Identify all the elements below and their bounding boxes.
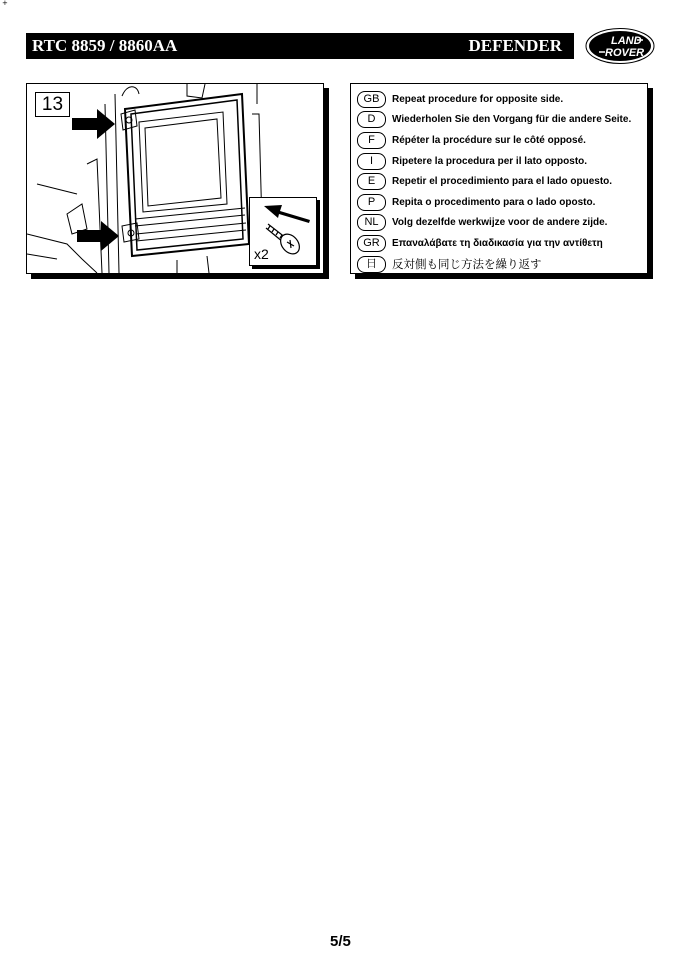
instruction-row-e <box>357 171 647 192</box>
step-illustration-panel <box>26 83 324 274</box>
instruction-row-jp <box>357 254 647 275</box>
model-name: DEFENDER <box>468 36 562 55</box>
instruction-row-f <box>357 130 647 151</box>
language-code: P <box>357 194 386 211</box>
instruction-text: Repita o procedimento para o lado oposto. <box>392 196 596 208</box>
language-code: GR <box>357 235 386 252</box>
instruction-text: Répéter la procédure sur le côté opposé. <box>392 134 586 146</box>
instruction-text: Volg dezelfde werkwijze voor de andere zijde. <box>392 217 608 229</box>
language-code: E <box>357 173 386 190</box>
fastener-inset <box>249 197 317 266</box>
header-bar <box>26 33 574 59</box>
quantity-label: x2 <box>254 246 269 262</box>
language-code: NL <box>357 214 386 231</box>
instruction-text: Wiederholen Sie den Vorgang für die andere Seite. <box>392 114 632 126</box>
language-code: 日 <box>357 256 386 273</box>
language-code: D <box>357 111 386 128</box>
instruction-row-p <box>357 192 647 213</box>
language-code: F <box>357 132 386 149</box>
instruction-row-gr <box>357 233 647 254</box>
instruction-row-nl <box>357 213 647 234</box>
instruction-text: Repetir el procedimiento para el lado opuesto. <box>392 176 613 188</box>
instruction-text: Repeat procedure for opposite side. <box>392 93 564 105</box>
logo-text-rover: ROVER <box>605 47 645 59</box>
pointing-arrow-icon <box>72 109 119 251</box>
registration-mark: + <box>2 0 8 7</box>
instruction-text: Επαναλάβατε τη διαδικασία για την αντίθετη <box>392 237 603 249</box>
step-number: 13 <box>35 92 70 117</box>
language-code: I <box>357 153 386 170</box>
instruction-text: 反対側も同じ方法を繰り返す <box>392 257 542 272</box>
instruction-row-d <box>357 110 647 131</box>
instruction-row-i <box>357 151 647 172</box>
page-number: 5/5 <box>330 933 351 950</box>
language-code: GB <box>357 91 386 108</box>
logo-text-land: LAND <box>611 35 642 47</box>
part-numbers: RTC 8859 / 8860AA <box>32 36 178 55</box>
instruction-text: Ripetere la procedura per il lato opposto. <box>392 155 588 167</box>
land-rover-logo <box>585 27 655 65</box>
arrow-icon <box>264 205 310 223</box>
instruction-row-gb <box>357 89 647 110</box>
instructions-panel <box>350 83 648 274</box>
instruction-list <box>357 89 647 274</box>
